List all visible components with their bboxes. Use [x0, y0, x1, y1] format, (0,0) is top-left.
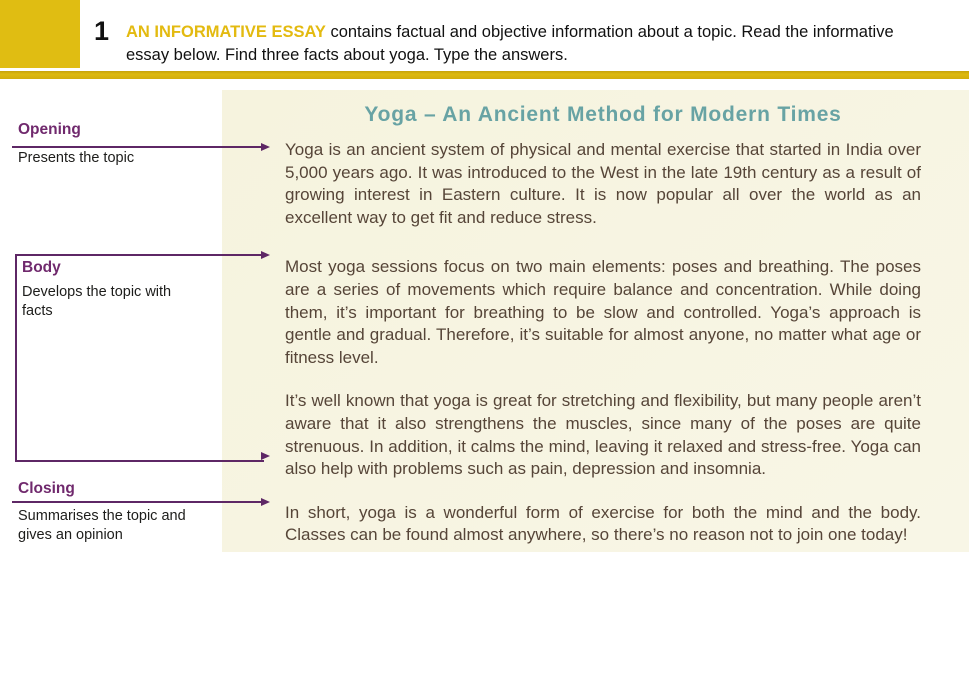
annotation-label-opening: Opening: [18, 121, 81, 138]
annotation-label-body: Body: [22, 259, 61, 276]
essay-paragraph-opening: Yoga is an ancient system of physical and mental exercise that started in India over 5,000 years ago. It was introduced to the West in the late 19th century as a result of growing interest in Eastern culture. It is now popular all over the world as an excellent way to get fit and reduce stress.: [285, 140, 921, 227]
body-top-arrowhead-icon: [261, 251, 270, 259]
essay-paragraph-closing: In short, yoga is a wonderful form of exercise for both the mind and the body. Classes can be found almost anywhere, so there’s no reason not to join one today!: [285, 502, 921, 545]
essay-panel: [222, 90, 969, 552]
essay-paragraph-body-1: Most yoga sessions focus on two main elements: poses and breathing. The poses are a series of movements which require balance and concentration. While doing them, it’s important for breathing to be slow and controlled. Yoga’s approach is gentle and gradual. Therefore, it’s suitable for almost anyone, no matter what age or fitness level.: [285, 257, 921, 367]
divider-bar: [0, 71, 969, 79]
essay-title: Yoga – An Ancient Method for Modern Times: [364, 103, 842, 126]
closing-arrowhead-icon: [261, 498, 270, 506]
annotation-desc-closing: Summarises the topic and gives an opinion: [18, 508, 186, 543]
corner-accent-square: [0, 0, 80, 68]
essay-paragraph-body-2: It’s well known that yoga is great for stretching and flexibility, but many people aren’t aware that it also strengthens the muscles, since many of the poses are quite strenuous. In addition, it calms the mind, leaving it relaxed and stress-free. Yoga can also help with problems such as pain, depression and insomnia.: [285, 391, 921, 479]
annotation-desc-opening: Presents the topic: [18, 150, 135, 166]
instruction-text: contains factual and objective information about a topic. Read the informative essay below. Find three facts about yoga. Type the answers.: [126, 23, 894, 64]
annotation-label-closing: Closing: [18, 480, 75, 497]
closing-arrow-line: [12, 501, 262, 503]
opening-arrow-line: [12, 146, 262, 148]
opening-arrowhead-icon: [261, 143, 270, 151]
body-bottom-arrowhead-icon: [261, 452, 270, 460]
instruction-highlight: AN INFORMATIVE ESSAY: [126, 23, 326, 41]
annotation-desc-body: Develops the topic with facts: [22, 284, 172, 319]
exercise-instruction: [126, 21, 914, 66]
exercise-number: 1: [94, 16, 109, 46]
